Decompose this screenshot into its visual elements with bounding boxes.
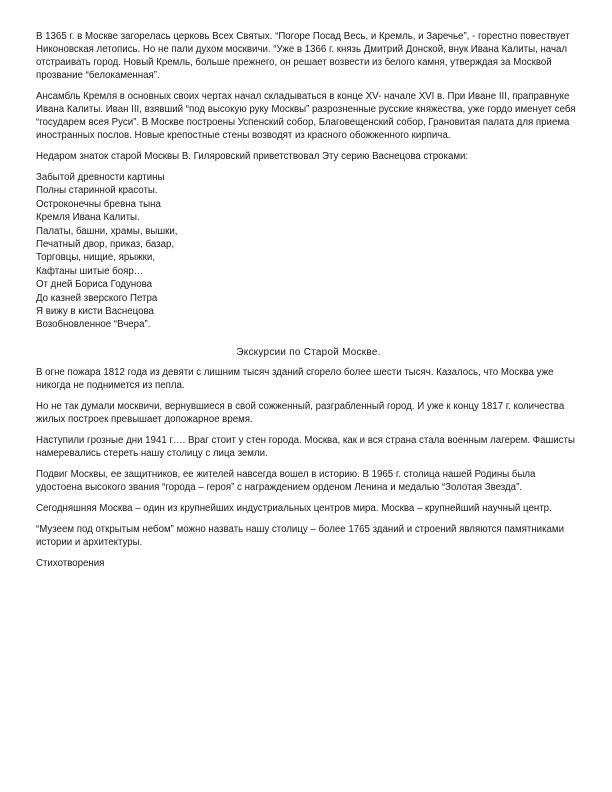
document-page: [36, 30, 581, 578]
poem-line: Остроконечны бревна тына: [36, 198, 161, 210]
paragraph-poems-label: Стихотворения: [36, 557, 105, 569]
paragraph-fire-1365: В 1365 г. в Москве загорелась церковь Всех Святых. “Погоре Посад Весь, и Кремль, и Заречье”, - горестно повествует Никоновская летопись. Но не пали духом москвичи. “Уже в 1366 г. князь Дмитрий Донской, внук Ивана Калиты, начал отстраивать город. Новый Кремль, больше прежнего, он решает возвести из белого камня, утверждая за Москвой прозвание “белокаменная”.: [36, 31, 570, 81]
section-heading: Экскурсии по Старой Москве.: [236, 346, 381, 358]
poem-line: Возобновленное “Вчера”.: [36, 319, 151, 331]
paragraph-kremlin-ensemble: Ансамбль Кремля в основных своих чертах начал складываться в конце XV- начале XVI в. При Иване III, праправнуке Ивана Калиты. Иван III, взявший “под высокую руку Москвы” разрозненные русские княжества, уже гордо именует себя “государем всея Руси”. В Москве построены Успенский собор, Благовещенский собор, Грановитая палата для приема иностранных послов. Новые крепостные стены возводят из красного обожженного кирпича.: [36, 91, 576, 141]
poem-line: Забытой древности картины: [36, 172, 165, 183]
poem-line: До казней зверского Петра: [36, 292, 158, 304]
paragraph-gilyarovsky-intro: Недаром знаток старой Москвы В. Гиляровский приветствовал Эту серию Васнецова строками:: [36, 151, 469, 162]
poem-line: Печатный двор, приказ, базар,: [36, 239, 175, 251]
paragraph-industrial-center: Сегодняшняя Москва – один из крупнейших индустриальных центров мира. Москва – крупнейший научный центр.: [36, 502, 552, 514]
poem-line: От дней Бориса Годунова: [36, 279, 153, 291]
poem: [36, 171, 581, 332]
paragraph-rebuilding: Но не так думали москвичи, вернувшиеся в свой сожженный, разграбленный город. И уже к концу 1817 г. количества жилых построек превышает допожарное время.: [36, 400, 565, 425]
poem-line: Полны старинной красоты.: [36, 185, 158, 197]
poem-line: Палаты, башни, храмы, вышки,: [36, 225, 178, 237]
poem-line: Кремля Ивана Калиты.: [36, 212, 140, 224]
poem-line: Кафтаны шитые бояр…: [36, 265, 144, 277]
paragraph-open-air-museum: “Музеем под открытым небом” можно назвать нашу столицу – более 1765 зданий и строений являются памятниками истории и архитектуры.: [36, 523, 564, 548]
paragraph-1941: Наступили грозные дни 1941 г…. Враг стоит у стен города. Москва, как и вся страна стала военным лагерем. Фашисты намеревались стереть нашу столицу с лица земли.: [36, 434, 575, 459]
paragraph-fire-1812: В огне пожара 1812 года из девяти с лишним тысяч зданий сгорело более шести тысяч. Казалось, что Москва уже никогда не поднимется из пепла.: [36, 366, 554, 391]
poem-line: Торговцы, нищие, ярыжки,: [36, 252, 156, 264]
poem-line: Я вижу в кисти Васнецова: [36, 306, 154, 318]
paragraph-hero-city: Подвиг Москвы, ее защитников, ее жителей навсегда вошел в историю. В 1965 г. столица нашей Родины была удостоена высокого звания “города – героя” с награждением орденом Ленина и медалью “Золотая Звезда”.: [36, 468, 536, 493]
